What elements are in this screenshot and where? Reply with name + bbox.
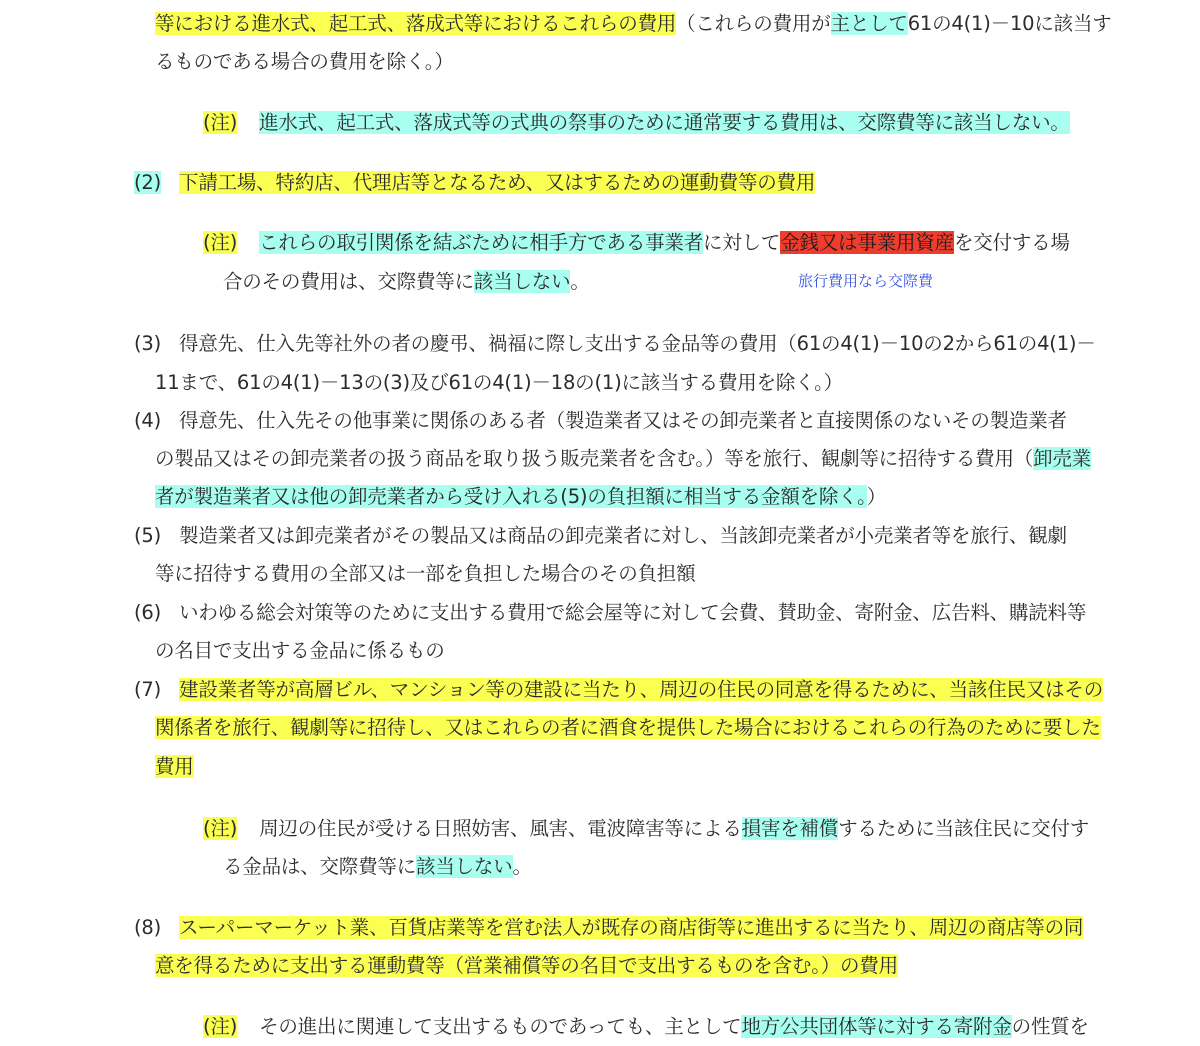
note-4: (注) その進出に関連して支出するものであっても、主として地方公共団体等に対する寄附金の性質を [203,1015,1089,1038]
item-4-line-2: の製品又はその卸売業者の扱う商品を取り扱う販売業者を含む。）等を旅行、観劇等に招待する費用（卸売業 [155,447,1091,470]
item-3-line-2: 11まで、61の4(1)－13の(3)及び61の4(1)－18の(1)に該当する費用を除く。） [155,371,843,394]
handwritten-annotation: 旅行費用なら交際費 [798,272,934,290]
item-number: (7) [134,678,162,701]
top-line-2: るものである場合の費用を除く。） [155,50,454,73]
highlight-cyan: 卸売業 [1033,447,1091,470]
item-7-line-2 [155,709,1101,747]
item-number: (6) [134,601,162,624]
item-number: (2) [134,171,162,194]
note-label: (注) [203,817,238,840]
highlight-yellow: 等における進水式、起工式、落成式等におけるこれらの費用 [155,12,677,35]
highlight-cyan: 該当しない [416,855,513,878]
note-1 [203,104,1070,142]
item-3-line-1: (3) 得意先、仕入先等社外の者の慶弔、禍福に際し支出する金品等の費用（61の4(1)－10の2から61の4(1)－ [134,332,1096,355]
highlight-cyan: 者が製造業者又は他の卸売業者から受け入れる(5)の負担額に相当する金額を除く。 [155,485,867,508]
item-5-line-2: 等に招待する費用の全部又は一部を負担した場合のその負担額 [155,562,696,585]
highlight-yellow: 関係者を旅行、観劇等に招待し、又はこれらの者に酒食を提供した場合におけるこれらの行為のために要した [155,716,1101,739]
item-number: (8) [134,916,162,939]
note-2-line-1: (注) これらの取引関係を結ぶために相手方である事業者に対して金銭又は事業用資産を交付する場 [203,231,1070,254]
highlight-yellow: 意を得るために支出する運動費等（営業補償等の名目で支出するものを含む。）の費用 [155,954,898,977]
top-line-1: 等における進水式、起工式、落成式等におけるこれらの費用（これらの費用が主として61の4(1)－10に該当す [155,12,1112,35]
highlight-cyan: 主として [830,12,908,35]
item-8-line-2 [155,947,898,985]
item-2 [134,164,815,202]
note-label: (注) [203,111,238,134]
highlight-cyan: 地方公共団体等に対する寄附金 [741,1015,1012,1038]
note-3-line-2: る金品は、交際費等に該当しない。 [223,855,532,878]
item-number: (5) [134,524,162,547]
highlight-red: 金銭又は事業用資産 [780,231,954,254]
highlight-yellow: 下請工場、特約店、代理店等となるため、又はするための運動費等の費用 [179,171,816,194]
highlight-cyan: 損害を補償 [741,817,839,840]
highlight-yellow: 費用 [155,755,194,778]
item-4-line-1: (4) 得意先、仕入先その他事業に関係のある者（製造業者又はその卸売業者と直接関係のないその製造業者 [134,409,1067,432]
note-2-line-2: 合のその費用は、交際費等に該当しない。 [223,270,590,293]
item-4-line-3: 者が製造業者又は他の卸売業者から受け入れる(5)の負担額に相当する金額を除く。） [155,485,886,508]
highlight-cyan: 進水式、起工式、落成式等の式典の祭事のために通常要する費用は、交際費等に該当しない。 [259,111,1070,134]
note-label: (注) [203,1015,238,1038]
item-6-line-2: の名目で支出する金品に係るもの [155,639,445,662]
note-3-line-1: (注) 周辺の住民が受ける日照妨害、風害、電波障害等による損害を補償するために当該住民に交付す [203,817,1090,840]
item-number: (4) [134,409,162,432]
item-number: (3) [134,332,162,355]
note-label: (注) [203,231,238,254]
item-7-line-1 [134,671,1103,709]
item-6-line-1: (6) いわゆる総会対策等のために支出する費用で総会屋等に対して会費、賛助金、寄附金、広告料、購読料等 [134,601,1087,624]
highlight-cyan: これらの取引関係を結ぶために相手方である事業者 [259,231,704,254]
item-8-line-1 [134,909,1083,947]
highlight-yellow: 建設業者等が高層ビル、マンション等の建設に当たり、周辺の住民の同意を得るために、当該住民又はその [179,678,1103,701]
highlight-yellow: スーパーマーケット業、百貨店業等を営む法人が既存の商店街等に進出するに当たり、周辺の商店等の同 [179,916,1084,939]
item-5-line-1: (5) 製造業者又は卸売業者がその製品又は商品の卸売業者に対し、当該卸売業者が小売業者等を旅行、観劇 [134,524,1067,547]
item-7-line-3 [155,748,194,786]
highlight-cyan: 該当しない [473,270,571,293]
